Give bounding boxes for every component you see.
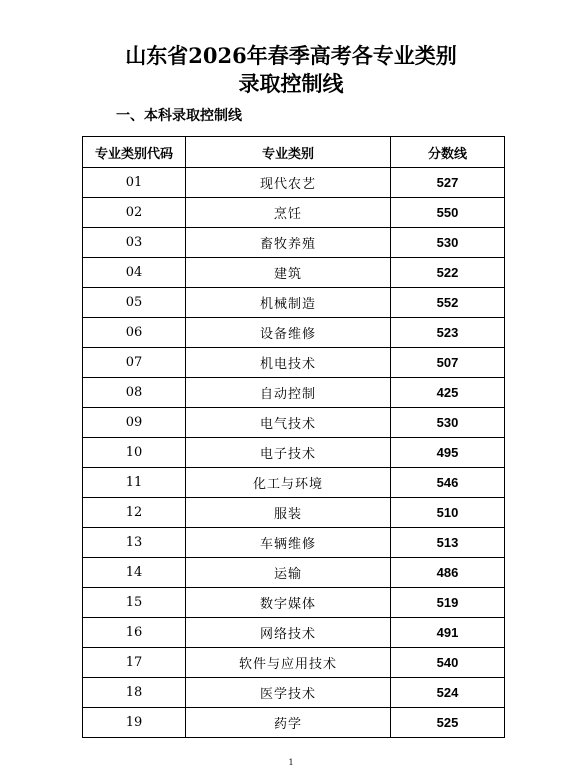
table-row (83, 378, 505, 408)
table-header-row (83, 137, 505, 168)
score-cell: 425 (391, 378, 505, 408)
table-row (83, 498, 505, 528)
header-score: 分数线 (391, 137, 505, 168)
code-cell: 12 (83, 498, 186, 528)
score-cell: 530 (391, 408, 505, 438)
table-row (83, 708, 505, 738)
code-cell: 08 (83, 378, 186, 408)
code-cell: 07 (83, 348, 186, 378)
code-cell: 10 (83, 438, 186, 468)
cat-cell: 软件与应用技术 (186, 648, 391, 678)
score-cell: 486 (391, 558, 505, 588)
code-cell: 01 (83, 168, 186, 198)
table-row (83, 528, 505, 558)
score-cell: 525 (391, 708, 505, 738)
code-cell: 05 (83, 288, 186, 318)
table-row (83, 678, 505, 708)
table-row (83, 258, 505, 288)
table-row (83, 228, 505, 258)
cat-cell: 车辆维修 (186, 528, 391, 558)
cat-cell: 建筑 (186, 258, 391, 288)
cat-cell: 自动控制 (186, 378, 391, 408)
code-cell: 02 (83, 198, 186, 228)
cat-cell: 医学技术 (186, 678, 391, 708)
cat-cell: 服装 (186, 498, 391, 528)
table-row (83, 198, 505, 228)
score-cell: 540 (391, 648, 505, 678)
table-row (83, 408, 505, 438)
code-cell: 13 (83, 528, 186, 558)
cat-cell: 烹饪 (186, 198, 391, 228)
code-cell: 17 (83, 648, 186, 678)
code-cell: 16 (83, 618, 186, 648)
cutoff-score-table (82, 136, 505, 738)
cat-cell: 机电技术 (186, 348, 391, 378)
score-cell: 507 (391, 348, 505, 378)
cat-cell: 畜牧养殖 (186, 228, 391, 258)
table-row (83, 168, 505, 198)
code-cell: 06 (83, 318, 186, 348)
code-cell: 15 (83, 588, 186, 618)
score-cell: 519 (391, 588, 505, 618)
score-cell: 522 (391, 258, 505, 288)
cat-cell: 运输 (186, 558, 391, 588)
section-heading: 一、本科录取控制线 (116, 108, 242, 124)
code-cell: 03 (83, 228, 186, 258)
cat-cell: 电子技术 (186, 438, 391, 468)
score-cell: 510 (391, 498, 505, 528)
score-cell: 513 (391, 528, 505, 558)
cat-cell: 设备维修 (186, 318, 391, 348)
score-cell: 550 (391, 198, 505, 228)
cat-cell: 数字媒体 (186, 588, 391, 618)
document-title-line2: 录取控制线 (238, 71, 344, 96)
score-cell: 495 (391, 438, 505, 468)
table-row (83, 618, 505, 648)
code-cell: 14 (83, 558, 186, 588)
score-cell: 552 (391, 288, 505, 318)
table-row (83, 318, 505, 348)
table-row (83, 468, 505, 498)
score-cell: 530 (391, 228, 505, 258)
table-row (83, 438, 505, 468)
score-cell: 523 (391, 318, 505, 348)
table-row (83, 288, 505, 318)
cat-cell: 化工与环境 (186, 468, 391, 498)
code-cell: 18 (83, 678, 186, 708)
table-row (83, 588, 505, 618)
table-body (83, 168, 505, 738)
code-cell: 09 (83, 408, 186, 438)
table-row (83, 558, 505, 588)
score-cell: 527 (391, 168, 505, 198)
header-code: 专业类别代码 (83, 137, 186, 168)
code-cell: 04 (83, 258, 186, 288)
code-cell: 11 (83, 468, 186, 498)
cat-cell: 现代农艺 (186, 168, 391, 198)
cat-cell: 网络技术 (186, 618, 391, 648)
score-cell: 491 (391, 618, 505, 648)
document-title-line1: 山东省2026年春季高考各专业类别 (125, 43, 457, 68)
score-cell: 524 (391, 678, 505, 708)
table-row (83, 648, 505, 678)
cat-cell: 药学 (186, 708, 391, 738)
page-number: 1 (288, 758, 294, 767)
code-cell: 19 (83, 708, 186, 738)
cat-cell: 电气技术 (186, 408, 391, 438)
header-category: 专业类别 (186, 137, 391, 168)
cat-cell: 机械制造 (186, 288, 391, 318)
table-row (83, 348, 505, 378)
score-cell: 546 (391, 468, 505, 498)
